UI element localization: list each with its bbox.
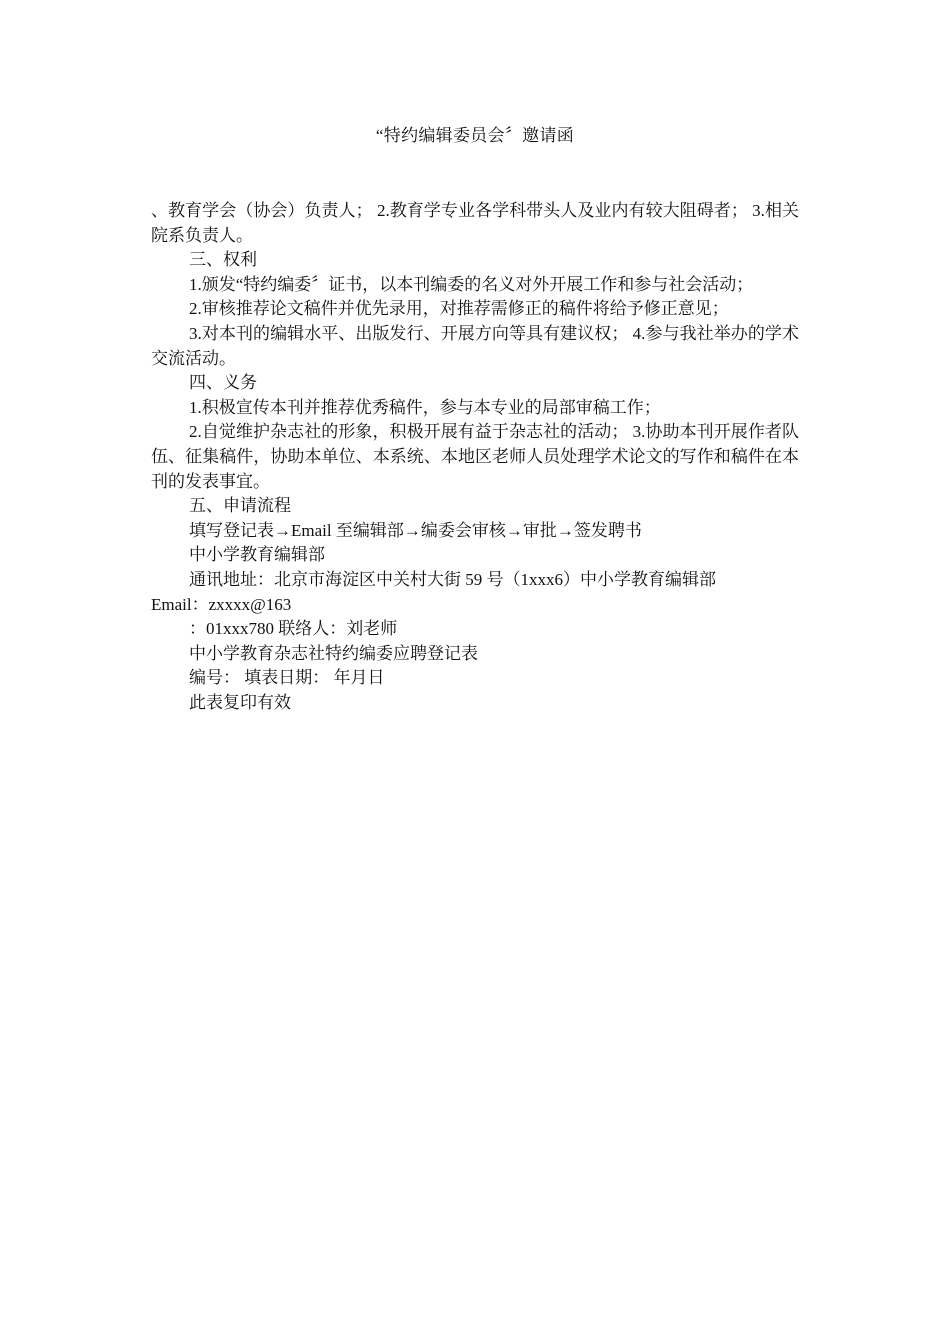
mailing-address: 通讯地址：北京市海淀区中关村大街 59 号（1xxx6）中小学教育编辑部 [189, 569, 716, 589]
section-heading-duties: 四、义务 [189, 373, 257, 393]
section-heading-rights: 三、权利 [189, 250, 257, 270]
rights-item-3-4: 3.对本刊的编辑水平、出版发行、开展方向等具有建议权； 4.参与我社举办的学术交流活动。 [151, 323, 799, 368]
paragraph-1: 、教育学会（协会）负责人； 2.教育学专业各学科带头人及业内有较大阻碍者； 3.相关院系负责人。 [151, 201, 799, 245]
contact-phone-line: ：01xxx780 联络人：刘老师 [189, 619, 398, 639]
duties-item-1: 1.积极宣传本刊并推荐优秀稿件，参与本专业的局部审稿工作； [189, 397, 661, 417]
application-process-steps: 填写登记表→Email 至编辑部→编委会审核→审批→签发聘书 [189, 520, 642, 540]
registration-form-title: 中小学教育杂志社特约编委应聘登记表 [189, 643, 478, 663]
photocopy-valid-note: 此表复印有效 [189, 692, 291, 712]
duties-item-2-3: 2.自觉维护杂志社的形象，积极开展有益于杂志社的活动； 3.协助本刊开展作者队伍、征集稿件，协助本单位、本系统、本地区老师人员处理学术论文的写作和稿件在本刊的发表事宜。 [151, 422, 799, 491]
editorial-department-name: 中小学教育编辑部 [189, 545, 325, 565]
rights-item-2: 2.审核推荐论文稿件并优先录用，对推荐需修正的稿件将给予修正意见； [189, 299, 729, 319]
document-body [151, 199, 799, 715]
section-heading-application-process: 五、申请流程 [189, 496, 291, 516]
document-title: “特约编辑委员会〞邀请函 [375, 126, 575, 145]
email-line: Email：zxxxx@163 [151, 594, 292, 614]
rights-item-1: 1.颁发“特约编委〞证书，以本刊编委的名义对外开展工作和参与社会活动； [189, 274, 754, 294]
form-number-date-line: 编号： 填表日期： 年月日 [189, 668, 385, 688]
